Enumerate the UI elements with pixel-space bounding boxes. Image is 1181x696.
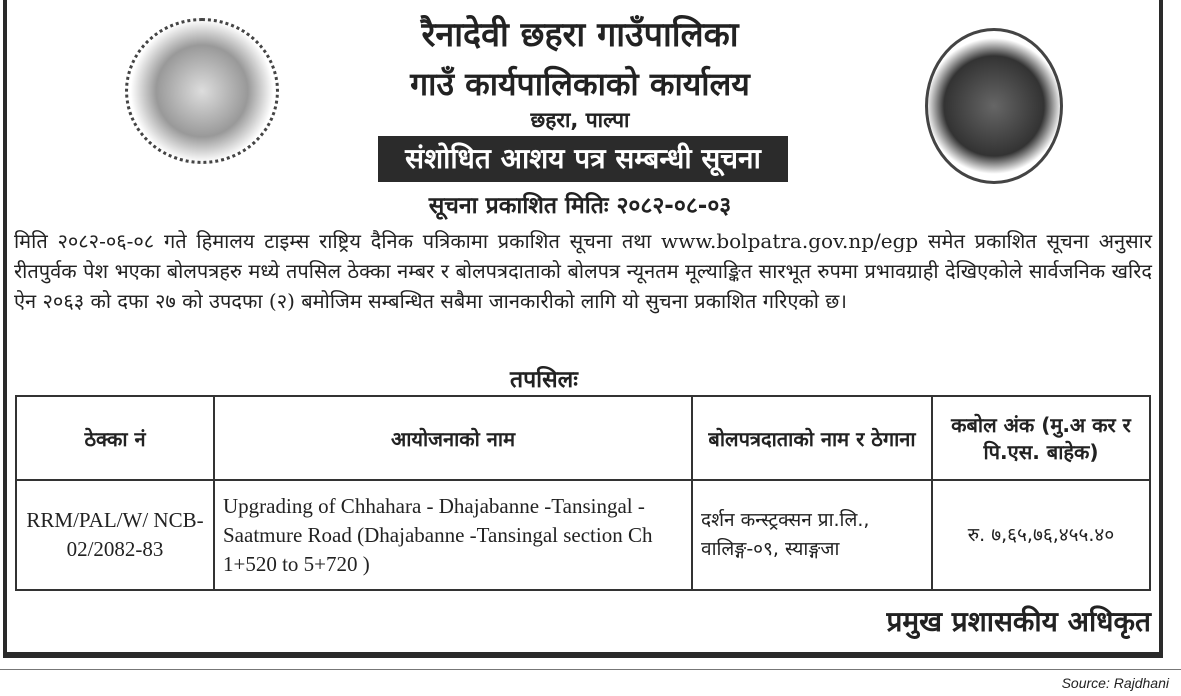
contract-no: RRM/PAL/W/ NCB-02/2082-83 [16, 480, 214, 590]
project-name: Upgrading of Chhahara - Dhajabanne -Tansingal - Saatmure Road (Dhajabanne -Tansingal section Ch 1+520 to 5+720 ) [214, 480, 692, 590]
signature: प्रमुख प्रशासकीय अधिकृत [886, 605, 1151, 638]
location: छहरा, पाल्पा [530, 108, 630, 132]
nepal-emblem-logo [125, 18, 279, 164]
col-contract-no: ठेक्का नं [16, 396, 214, 480]
notice-body [14, 226, 1152, 316]
bid-amount: रु. ७,६५,७६,४५५.४० [932, 480, 1150, 590]
office-name: गाउँ कार्यपालिकाको कार्यालय [410, 65, 750, 103]
table-header-row [16, 396, 1150, 480]
table-row [16, 480, 1150, 590]
notice-title: संशोधित आशय पत्र सम्बन्धी सूचना [378, 136, 788, 182]
org-name: रैनादेवी छहरा गाउँपालिका [421, 15, 739, 55]
contract-table [15, 395, 1151, 591]
published-date: सूचना प्रकाशित मितिः २०८२-०८-०३ [428, 193, 732, 219]
col-bidder: बोलपत्रदाताको नाम र ठेगाना [692, 396, 932, 480]
divider [0, 669, 1181, 670]
bidder: दर्शन कन्स्ट्रक्सन प्रा.लि., वालिङ्ग-०९, स्याङ्गजा [692, 480, 932, 590]
col-bid-amount: कबोल अंक (मु.अ कर र पि.एस. बाहेक) [932, 396, 1150, 480]
source-credit: Source: Rajdhani [1061, 675, 1169, 691]
body-text: मिति २०८२-०६-०८ गते हिमालय टाइम्स राष्ट्रिय दैनिक पत्रिकामा प्रकाशित सूचना तथा www.bolpatra.gov.np/egp समेत प्रकाशित सूचना अनुसार रीतपुर्वक पेश भएका बोलपत्रहरु मध्ये तपसिल ठेक्का नम्बर र बोलपत्रदाताको बोलपत्र न्यूनतम मूल्याङ्कित सारभूत रुपमा प्रभावग्राही देखिएकोले सार्वजनिक खरिद ऐन २०६३ को दफा २७ को उपदफा (२) बमोजिम सम्बन्धित सबैमा जानकारीको लागि यो सुचना प्रकाशित गरिएको छ। [14, 229, 1152, 313]
schedule-label: तपसिलः [510, 367, 578, 393]
col-project-name: आयोजनाको नाम [214, 396, 692, 480]
municipality-logo [925, 28, 1063, 184]
